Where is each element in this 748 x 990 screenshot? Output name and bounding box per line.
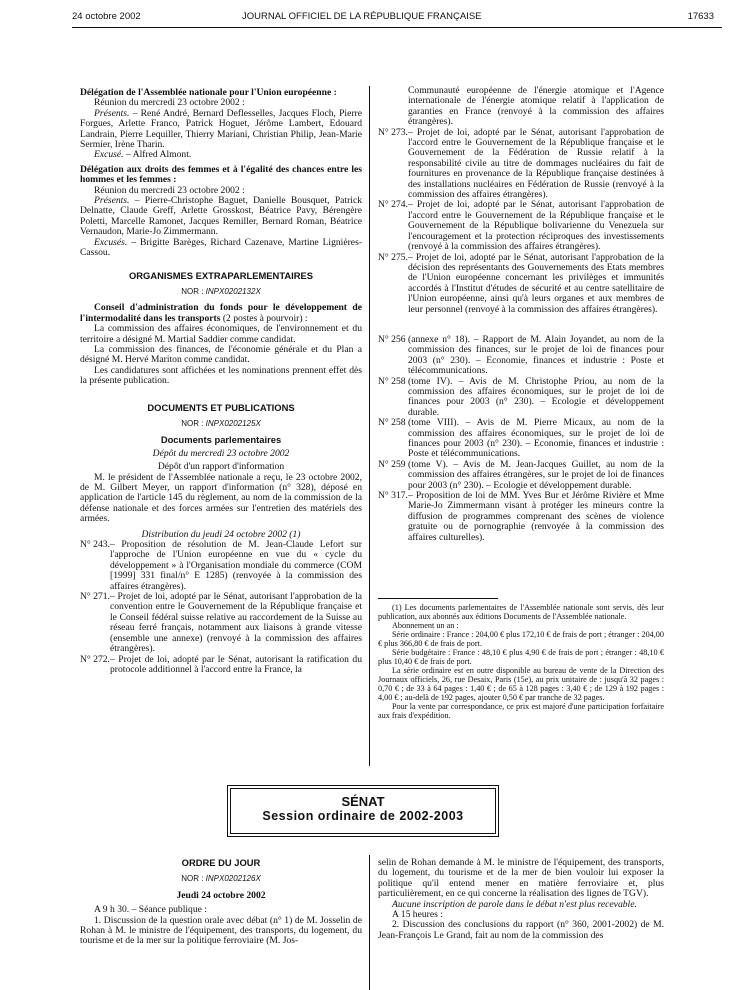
present-names: – Pierre-Christophe Baguet, Danielle Bousquet, Patrick Delnatte, Claude Greff, Arlette Grosskost, Béatrice Pavy, Bérengère Poletti, Marcelle Ramonet, Jacques Remiller, Bernard Roman, Béatrice Vernaudon, Marie-Jo Zimmermann. bbox=[80, 195, 362, 238]
section-title-documents: DOCUMENTS ET PUBLICATIONS bbox=[147, 401, 295, 413]
footnote-paragraph: Série ordinaire : France : 204,00 € plus 172,10 € de frais de port ; étranger : 204,00 € plus 366,80 € de frais de port. bbox=[378, 630, 664, 648]
distribution-date: Distribution du jeudi 24 octobre 2002 (1) bbox=[141, 528, 301, 540]
footnote-paragraph: Pour la vente par correspondance, ce prix est majoré d'une participation forfaitaire aux frais d'expédition. bbox=[378, 702, 664, 720]
column-separator-lower bbox=[369, 855, 370, 990]
document-item: N° 259 (tome V). – Avis de M. Jean-Jacques Guillet, au nom de la commission des affaires étrangères, sur le projet de loi de finances pour 2003 (n° 230). – Ecologie et développement durable. bbox=[378, 458, 664, 491]
document-item: N° 258 (tome VIII). – Avis de M. Pierre Micaux, au nom de la commission des affaires économiques, sur le projet de loi de finances pour 2003 (n° 230). – Economie, finances et industrie : Poste et télécommunications. bbox=[378, 417, 664, 460]
rapport-paragraph: M. le président de l'Assemblée nationale a reçu, le 23 octobre 2002, de M. Gilbert Meyer, un rapport d'information (n° 328), déposé en application de l'article 145 du règlement, au nom de la commission de la défense nationale et des forces armées sur l'entretien des matériels des armées. bbox=[80, 471, 362, 525]
conseil-heading: Conseil d'administration du fonds pour le développement de l'intermodalité dans les transports (2 postes à pourvoir) : bbox=[80, 302, 362, 324]
header-rule bbox=[72, 27, 722, 28]
excuse-names: – Brigitte Barèges, Richard Cazenave, Martine Lignières-Cassou. bbox=[80, 236, 362, 259]
delegation-europe-present bbox=[80, 109, 362, 151]
nor-reference: NOR : INPX0202126X bbox=[181, 874, 261, 884]
rapport-heading: Dépôt d'un rapport d'information bbox=[157, 461, 285, 473]
footnote-paragraph: (1) Les documents parlementaires de l'Assemblée nationale sont servis, dès leur publication, aux abonnés aux éditions Documents de l'Assemblée nationale. bbox=[378, 603, 664, 621]
delegation-femmes-meeting: Réunion du mercredi 23 octobre 2002 : bbox=[94, 184, 245, 196]
header-journal-title: JOURNAL OFFICIEL DE LA RÉPUBLIQUE FRANÇAISE bbox=[242, 11, 482, 22]
footnote-paragraph: Série budgétaire : France : 48,10 € plus 4,90 € de frais de port ; étranger : 48,10 € plus 10,40 € de frais de port. bbox=[378, 648, 664, 666]
section-title-organismes: ORGANISMES EXTRAPARLEMENTAIRES bbox=[128, 269, 314, 281]
org-paragraph: La commission des affaires économiques, de l'environnement et du territoire a désigné M. Martial Saddier comme candidat. bbox=[80, 323, 362, 345]
session-day: Jeudi 24 octobre 2002 bbox=[176, 889, 266, 901]
senat-title: SÉNAT bbox=[341, 794, 385, 809]
senat-subtitle: Session ordinaire de 2002-2003 bbox=[262, 809, 464, 823]
excuse-names: – Alfred Almont. bbox=[123, 149, 192, 161]
delegation-femmes-excuse bbox=[80, 238, 362, 259]
org-paragraph: La commission des finances, de l'économie générale et du Plan a désigné M. Hervé Mariton comme candidat. bbox=[80, 343, 362, 366]
agenda-item: 1. Discussion de la question orale avec débat (n° 1) de M. Josselin de Rohan à M. le ministre de l'équipement, des transports, du logement, du tourisme et de la mer sur la politique ferroviaire (M. Jos- bbox=[80, 914, 362, 947]
session-time: A 15 heures : bbox=[392, 909, 443, 921]
document-item: N° 274.– Projet de loi, adopté par le Sénat, autorisant l'approbation de l'accord entre le Gouvernement de la République française et le Gouvernement de la République bolivarienne du Venezuela sur l'encouragement et la protection réciproques des investissements (renvoyé à la commission des affaires étrangères). bbox=[378, 199, 664, 253]
present-label: Présents. bbox=[94, 107, 130, 119]
header-page-number: 17633 bbox=[687, 11, 714, 22]
delegation-europe-meeting: Réunion du mercredi 23 octobre 2002 : bbox=[94, 97, 245, 109]
section-title-ordre-du-jour: ORDRE DU JOUR bbox=[181, 857, 261, 868]
delegation-europe-excuse bbox=[80, 150, 362, 160]
subsection-title: Documents parlementaires bbox=[160, 434, 282, 446]
document-item: N° 271.– Projet de loi, adopté par le Sénat, autorisant l'approbation de la convention entre le Gouvernement de la République française et le Conseil fédéral suisse relative au raccordement de la Suisse au réseau ferré français, notamment aux liaisons à grande vitesse (ensemble une annexe) (renvoyé à la commission des affaires étrangères). bbox=[80, 591, 362, 655]
footnote-rule bbox=[378, 598, 498, 599]
excuse-label: Excusés. bbox=[94, 236, 128, 248]
nor-reference: NOR : INPX0202125X bbox=[181, 418, 261, 428]
footnote bbox=[378, 598, 664, 720]
document-item: N° 275.– Projet de loi, adopté par le Sénat, autorisant l'approbation de la décision des représentants des Gouvernements des Etats membres de l'Union européenne concernant les privilèges et immunités accordés à l'Institut d'études de sécurité et au centre satellitaire de l'Union européenne, ainsi qu'à leurs organes et aux membres de leur personnel (renvoyé à la commission des affaires étrangères). bbox=[378, 251, 664, 315]
agenda-item: 2. Discussion des conclusions du rapport (n° 360, 2001-2002) de M. Jean-François Le Grand, fait au nom de la commission des bbox=[378, 919, 664, 941]
column-right-lower bbox=[378, 858, 664, 941]
document-item: N° 273.– Projet de loi, adopté par le Sénat, autorisant l'approbation de l'accord entre le Gouvernement de la République française et le Gouvernement de la Fédération de Russie relatif à la responsabilité civile au titre de dommages nucléaires du fait de fournitures en provenance de la République française destinées à des installations nucléaires en Fédération de Russie (renvoyé à la commission des affaires étrangères). bbox=[378, 126, 664, 201]
document-item: N° 243.– Proposition de résolution de M. Jean-Claude Lefort sur l'approche de l'Union européenne en vue du « cycle du développement » à l'Organisation mondiale du commerce (COM [1999] 331 final/n° E 1285) (renvoyée à la commission des affaires étrangères). bbox=[80, 539, 362, 592]
document-item: N° 258 (tome IV). – Avis de M. Christophe Priou, au nom de la commission des affaires économiques, sur le projet de loi de finances pour 2003 (n° 230). – Ecologie et développement durable. bbox=[378, 375, 664, 418]
excuse-label: Excusé. bbox=[94, 149, 124, 161]
document-item: N° 272.– Projet de loi, adopté par le Sénat, autorisant la ratification du protocole additionnel à l'accord entre la France, la bbox=[80, 653, 362, 675]
document-item: N° 317.– Proposition de loi de MM. Yves Bur et Jérôme Rivière et Mme Marie-Jo Zimmermann visant à protéger les mineurs contre la diffusion de programmes comprenant des scènes de violence gratuite ou de pornographie (renvoyée à la commission des affaires culturelles). bbox=[378, 490, 664, 543]
delegation-europe-title: Délégation de l'Assemblée nationale pour l'Union européenne : bbox=[80, 87, 337, 98]
column-left-upper bbox=[80, 88, 362, 675]
senat-banner bbox=[230, 788, 496, 834]
present-label: Présents. bbox=[94, 195, 130, 207]
column-separator bbox=[369, 86, 370, 766]
header-date: 24 octobre 2002 bbox=[72, 11, 141, 22]
document-item: N° 256 (annexe n° 18). – Rapport de M. Alain Joyandet, au nom de la commission des finances, sur le projet de loi de finances pour 2003 (n° 230). – Economie, finances et industrie : Poste et télécommunications. bbox=[378, 333, 664, 377]
agenda-note: Aucune inscription de parole dans le débat n'est plus recevable. bbox=[392, 898, 637, 910]
column-right-upper bbox=[378, 86, 664, 543]
org-paragraph: Les candidatures sont affichées et les nominations prennent effet dès la présente publication. bbox=[80, 364, 362, 387]
present-names: – René André, Bernard Deflesselles, Jacques Floch, Pierre Forgues, Arlette Franco, Patrick Hoguet, Jérôme Lambert, Edouard Landrain, Pierre Lequiller, Thierry Mariani, Christian Philip, Jean-Marie Sermier, Irène Tharin. bbox=[80, 107, 362, 151]
agenda-continued: selin de Rohan demande à M. le ministre de l'équipement, des transports, du logement, du tourisme et de la mer de bien vouloir lui exposer la politique qu'il entend mener en matière ferroviaire et, plus particulièrement, en ce qui concerne la réalisation des lignes de TGV). bbox=[378, 857, 664, 900]
delegation-femmes-title: Délégation aux droits des femmes et à l'égalité des chances entre les hommes et les femmes : bbox=[80, 163, 362, 186]
page-header bbox=[72, 12, 724, 26]
footnote-paragraph: Abonnement un an : bbox=[392, 621, 459, 630]
session-time: A 9 h 30. – Séance publique : bbox=[94, 904, 207, 916]
nor-reference: NOR : INPX0202132X bbox=[181, 286, 261, 296]
depot-date: Dépôt du mercredi 23 octobre 2002 bbox=[152, 447, 290, 459]
column-left-lower bbox=[80, 858, 362, 947]
continued-item: Communauté européenne de l'énergie atomique et l'Agence internationale de l'énergie atomique relatif à l'application de garanties en France (renvoyé à la commission des affaires étrangères). bbox=[408, 85, 664, 128]
delegation-femmes-present bbox=[80, 196, 362, 238]
footnote-paragraph: La série ordinaire est en outre disponible au bureau de vente de la Direction des Journaux officiels, 26, rue Desaix, Paris (15e), au prix unitaire de : jusqu'à 32 pages : 0,70 € ; de 33 à 64 pages : 1,40 € ; de 65 à 128 pages : 3,40 € ; de 129 à 192 pages : 4,00 € ; au-delà de 192 pages, ajouter 0,50 € par tranche de 32 pages. bbox=[378, 666, 664, 702]
